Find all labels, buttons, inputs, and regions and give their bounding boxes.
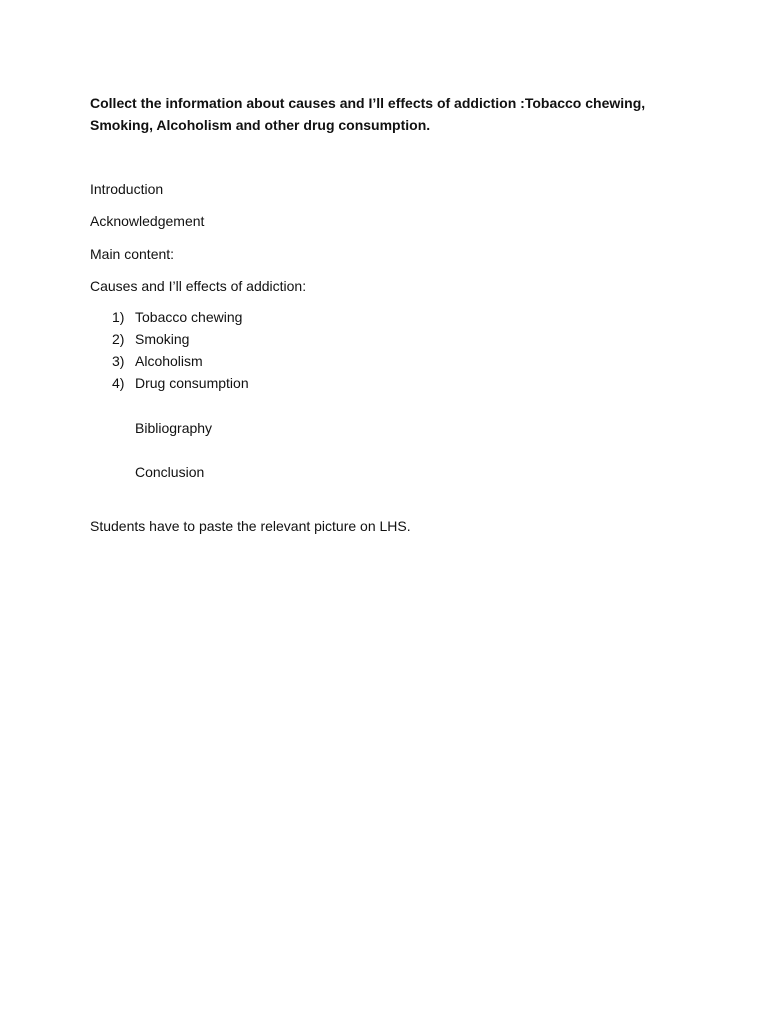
list-item-number: 2): [112, 331, 125, 347]
document-heading: Collect the information about causes and I’ll effects of addiction :Tobacco chewing, Smoking, Alcoholism and other drug consumption.: [90, 95, 646, 133]
section-acknowledgement: Acknowledgement: [90, 213, 205, 229]
list-item-number: 4): [112, 375, 125, 391]
section-conclusion: Conclusion: [135, 464, 205, 480]
list-item: [112, 330, 249, 352]
list-item-text: Alcoholism: [135, 353, 203, 369]
section-causes-heading: Causes and I’ll effects of addiction:: [90, 278, 307, 294]
list-item: [112, 374, 249, 396]
list-item-number: 3): [112, 353, 125, 369]
list-item-text: Drug consumption: [135, 375, 249, 391]
section-bibliography: Bibliography: [135, 420, 213, 436]
section-introduction: Introduction: [90, 181, 164, 197]
list-item-number: 1): [112, 309, 125, 325]
list-item-text: Smoking: [135, 331, 190, 347]
list-item-text: Tobacco chewing: [135, 309, 243, 325]
list-item: [112, 308, 249, 330]
section-main-content: Main content:: [90, 246, 175, 262]
instruction-note: Students have to paste the relevant picture on LHS.: [90, 518, 411, 534]
numbered-list: [112, 308, 249, 396]
list-item: [112, 352, 249, 374]
